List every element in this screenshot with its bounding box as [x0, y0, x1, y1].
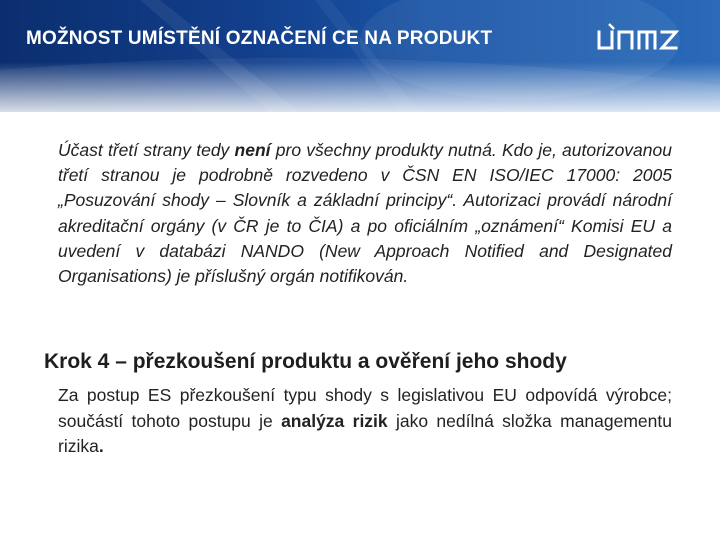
step4-text-end: jako nedílná složka managementu rizika	[58, 410, 672, 456]
step4-emphasis: analýza rizik	[281, 410, 388, 431]
slide-title: MOŽNOST UMÍSTĚNÍ OZNAČENÍ CE NA PRODUKT	[26, 28, 493, 49]
step4-text-start: Za postup ES přezkoušení typu shody s legislativou EU odpovídá výrobce; součástí tohoto postupu je	[58, 385, 672, 431]
paragraph-third-party	[58, 138, 672, 289]
paragraph1-text-end: pro všechny produkty nutná. Kdo je, autorizovanou třetí stranou je podrobně rozvedeno v ČSN EN ISO/IEC 17000: 2005 „Posuzování shody – Slovník a základní principy“. Autorizaci provádí národní akreditační orgány (v ČR je to ČIA) a po oficiálním „oznámení“ Komisi EU a uvedení v databázi NANDO (New Approach Notified and Designated Organisations) je příslušný orgán notifikován.	[58, 140, 672, 287]
paragraph1-text-start: Účast třetí strany tedy	[58, 140, 235, 160]
step4-heading: Krok 4 – přezkoušení produktu a ověření jeho shody	[44, 350, 567, 373]
paragraph-step4	[58, 383, 672, 460]
paragraph1-emphasis: není	[234, 140, 271, 160]
step4-period: .	[98, 436, 104, 456]
